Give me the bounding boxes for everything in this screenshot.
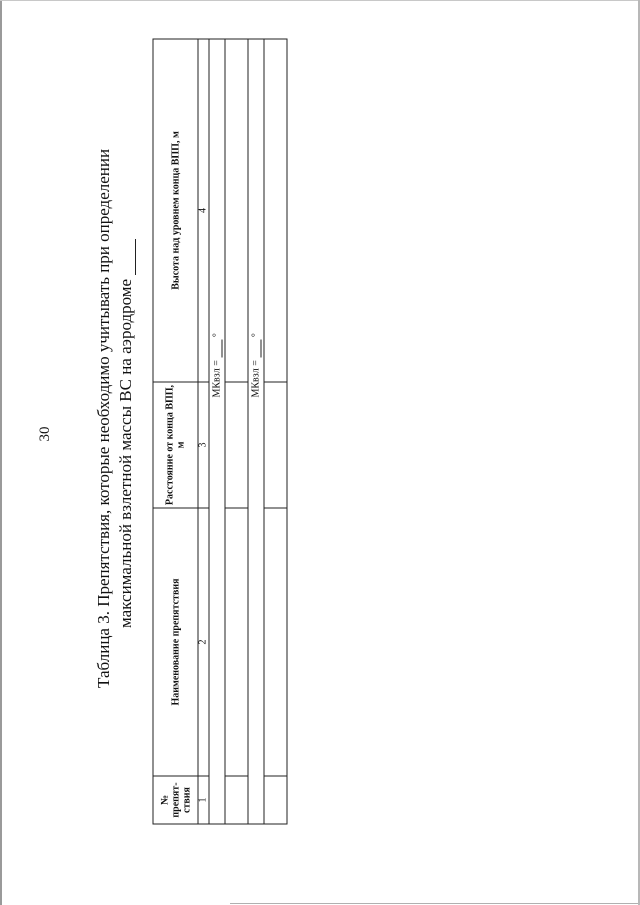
column-number: 3 bbox=[198, 382, 209, 508]
column-number: 4 bbox=[198, 39, 209, 382]
table-header-row bbox=[153, 39, 198, 824]
column-number: 1 bbox=[198, 776, 209, 824]
caption-line-2 bbox=[116, 248, 136, 628]
mk-label: МКвзл = bbox=[250, 360, 262, 398]
obstacle-number-cell[interactable] bbox=[264, 776, 287, 824]
runway-heading-blank[interactable] bbox=[213, 340, 223, 358]
runway-heading-cell bbox=[209, 39, 225, 824]
header-obstacle-name: Наименование препятствия bbox=[153, 508, 198, 776]
page-edge-bottom bbox=[230, 903, 640, 904]
column-number: 2 bbox=[198, 508, 209, 776]
mk-label: МКвзл = bbox=[211, 360, 223, 398]
caption-line-1: Таблица 3. Препятствия, которые необходимо учитывать при определении bbox=[94, 148, 113, 688]
obstacles-table-wrapper bbox=[153, 40, 281, 825]
height-cell[interactable] bbox=[264, 39, 287, 382]
degree-sign: ° bbox=[250, 333, 262, 338]
page-edge-top bbox=[0, 0, 640, 1]
aerodrome-blank[interactable] bbox=[121, 239, 136, 275]
obstacle-number-cell[interactable] bbox=[225, 776, 248, 824]
header-height: Высота над уровнем конца ВПП, м bbox=[153, 39, 198, 382]
column-number-row bbox=[198, 39, 209, 824]
height-cell[interactable] bbox=[225, 39, 248, 382]
obstacle-name-cell[interactable] bbox=[264, 508, 287, 776]
runway-row-1 bbox=[209, 39, 225, 824]
page-edge-left bbox=[0, 0, 2, 905]
runway-heading-cell bbox=[248, 39, 264, 824]
header-distance: Расстояние от конца ВПП, м bbox=[153, 382, 198, 508]
runway-row-2 bbox=[248, 39, 264, 824]
obstacle-name-cell[interactable] bbox=[225, 508, 248, 776]
header-obstacle-number: № препят-ствия bbox=[153, 776, 198, 824]
distance-cell[interactable] bbox=[264, 382, 287, 508]
page-number: 30 bbox=[37, 426, 53, 442]
table-row bbox=[225, 39, 248, 824]
distance-cell[interactable] bbox=[225, 382, 248, 508]
runway-heading-blank[interactable] bbox=[252, 340, 262, 358]
caption-line-2-text: максимальной взлетной массы ВС на аэродроме bbox=[116, 278, 135, 628]
degree-sign: ° bbox=[211, 333, 223, 338]
table-row bbox=[264, 39, 287, 824]
obstacles-table bbox=[153, 39, 288, 825]
